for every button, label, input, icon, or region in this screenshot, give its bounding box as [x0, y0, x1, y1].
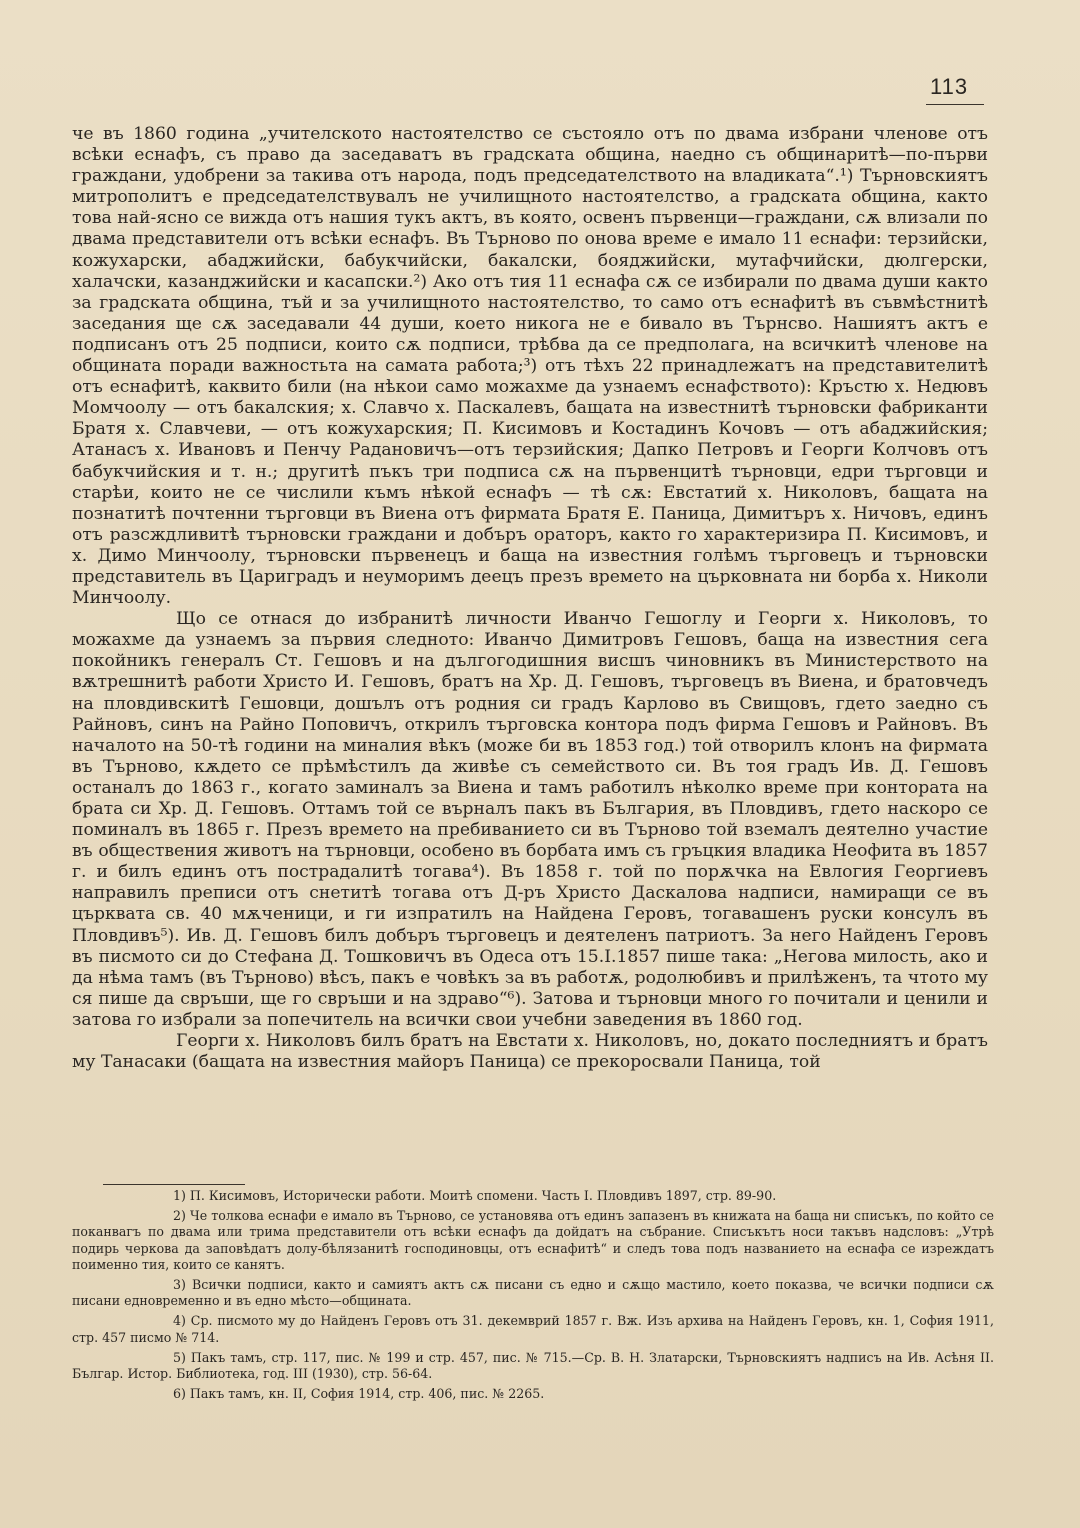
footnote-6: 6) Пакъ тамъ, кн. II, София 1914, стр. 406, пис. № 2265. — [173, 1386, 545, 1402]
footnote-4: 4) Ср. писмото му до Найденъ Геровъ отъ 31. декемврий 1857 г. Вж. Изъ архива на Найденъ Геровъ, кн. 1, София 1911, стр. 457 писмо № 714. — [72, 1313, 994, 1345]
footnotes — [72, 1188, 994, 1406]
footnote-5: 5) Пакъ тамъ, стр. 117, пис. № 199 и стр. 457, пис. № 715.—Ср. В. Н. Златарски, Търновскиятъ надписъ на Ив. Асѣня II. Българ. Истор. Библиотека, год. III (1930), стр. 56-64. — [72, 1349, 994, 1382]
footnote-3: 3) Всички подписи, както и самиятъ актъ сѫ писани съ едно и сѫщо мастило, което показва, че всички подписи сѫ писани едновременно и въ едно мѣсто—общината. — [72, 1277, 994, 1309]
footnote-1: 1) П. Кисимовъ, Исторически работи. Моитѣ спомени. Часть I. Пловдивъ 1897, стр. 89-90. — [173, 1188, 777, 1203]
paragraph-2: Що се отнася до избранитѣ личности Иванчо Гешоглу и Георги х. Николовъ, то можахме да узнаемъ за първия следното: Иванчо Димитровъ Гешовъ, баща на известния сега покойникъ генералъ Ст. Гешовъ и на дългогодишния висшъ чиновникъ въ Министерството на вѫтрешнитѣ работи Христо И. Гешовъ, братъ на Хр. Д. Гешовъ, търговецъ въ Виена, и братовчедъ на пловдивскитѣ Гешовци, дошълъ отъ родния си градъ Карлово въ Свищовъ, гдето заедно съ Райновъ, синъ на Райно Поповичъ, открилъ търговска контора подъ фирма Гешовъ и Райновъ. Въ началото на 50-тѣ години на миналия вѣкъ (може би въ 1853 год.) той отворилъ клонъ на фирмата въ Търново, кѫдето се прѣмѣстилъ да живѣе съ семейството си. Въ тоя градъ Ив. Д. Гешовъ останалъ до 1863 г., когато заминалъ за Виена и тамъ работилъ нѣколко време при контората на брата си Хр. Д. Гешовъ. Оттамъ той се върналъ пакъ въ България, въ Пловдивъ, гдето наскоро се поминалъ въ 1865 г. Презъ времето на пребиванието си въ Търново той вземалъ деятелно участие въ обществения животъ на търновци, особено въ борбата имъ съ гръцкия владика Неофита въ 1857 г. и билъ единъ отъ пострадалитѣ тогава⁴). Въ 1858 г. той по порѫчка на Евлогия Георгиевъ направилъ преписи отъ снетитѣ тогава отъ Д-ръ Христо Даскалова надписи, намиращи се въ църквата св. 40 мѫченици, и ги изпратилъ на Найдена Геровъ, тогавашенъ руски консулъ въ Пловдивъ⁵). Ив. Д. Гешовъ билъ добъръ търговецъ и деятеленъ патриотъ. За него Найденъ Геровъ въ писмото си до Стефана Д. Тошковичъ въ Одеса отъ 15.I.1857 пише така: „Негова милость, ако и да нѣма тамъ (въ Търново) вѣсъ, пакъ е човѣкъ за въ работѫ, родолюбивъ и прилѣженъ, та чтото му ся пише да свръши, ще го свръши и на здраво“⁶). Затова и търновци много го почитали и ценили и затова го избрали за попечитель на всички свои учебни заведения въ 1860 год. — [72, 609, 988, 1030]
main-text — [72, 124, 988, 1073]
paragraph-3: Георги х. Николовъ билъ братъ на Евстати х. Николовъ, но, докато последниятъ и братъ му Танасаки (бащата на известния майоръ Паница) се прекоросвали Паница, той — [72, 1031, 988, 1073]
footnote-separator — [103, 1184, 245, 1185]
page-number: 113 — [930, 74, 969, 99]
footnote-2: 2) Че толкова еснафи е имало въ Търново, се установява отъ единъ запазенъ въ книжата на баща ни списъкъ, по който се поканвагъ по двама или трима представители отъ всѣки еснафъ да дойдатъ на събрание. Списъкътъ носи такъвъ надсловъ: „Утрѣ подирь черкова да заповѣдатъ долу-бѣлязанитѣ господиновцы, отъ еснафитѣ“ и следъ това подъ названието на еснафа се изреждатъ поименно тия, които се канятъ. — [72, 1208, 994, 1272]
page-number-rule — [926, 104, 984, 105]
paragraph-1: че въ 1860 година „учителското настоятелство се състояло отъ по двама избрани членове отъ всѣки еснафъ, съ право да заседаватъ въ градската община, наедно съ общинаритѣ—по-първи граждани, удобрени за такива отъ народа, подъ председателството на владиката“.¹) Търновскиятъ митрополитъ е председателствувалъ не училищното настоятелство, а градската община, както това най-ясно се вижда отъ нашия тукъ актъ, въ която, освенъ първенци—граждани, сѫ влизали по двама представители отъ всѣки еснафъ. Въ Търново по онова време е имало 11 еснафи: терзийски, кожухарски, абаджийски, бабукчийски, бакалски, бояджийски, мутафчийски, дюлгерски, халачски, казанджийски и касапски.²) Ако отъ тия 11 еснафа сѫ се избирали по двама души както за градската община, тъй и за училищното настоятелство, то само отъ еснафитѣ въ съвмѣстнитѣ заседания ще сѫ заседавали 44 души, което никога не е бивало въ Търнсво. Нашиятъ актъ е подписанъ отъ 25 подписи, които сѫ подписи, трѣбва да се предполага, на всичкитѣ членове на общината поради важностьта на самата работа;³) отъ тѣхъ 22 принадлежатъ на представителитѣ отъ еснафитѣ, каквито били (на нѣкои само можахме да узнаемъ еснафството): Кръстю х. Недювъ Момчоолу — отъ бакалския; х. Славчо х. Паскалевъ, бащата на известнитѣ търновски фабриканти Братя х. Славчеви, — отъ кожухарския; П. Кисимовъ и Костадинъ Кочовъ — отъ абаджийския; Атанасъ х. Ивановъ и Пенчу Радановичъ—отъ терзийския; Дапко Петровъ и Георги Колчовъ отъ бабукчийския и т. н.; другитѣ пъкъ три подписа сѫ на първенцитѣ търновци, едри търговци и старѣи, които не се числили къмъ нѣкой еснафъ — тѣ сѫ: Евстатий х. Николовъ, бащата на познатитѣ почтенни търговци въ Виена отъ фирмата Братя Е. Паница, Димитъръ х. Ничовъ, единъ отъ разсждливитѣ търновски граждани и добъръ ораторъ, както го характеризира П. Кисимовъ, и х. Димо Минчоолу, търновски първенецъ и баща на известния голѣмъ търговецъ и търновски представитель въ Цариградъ и неуморимъ деецъ презъ времето на църковната ни борба х. Николи Минчоолу. — [72, 124, 988, 609]
